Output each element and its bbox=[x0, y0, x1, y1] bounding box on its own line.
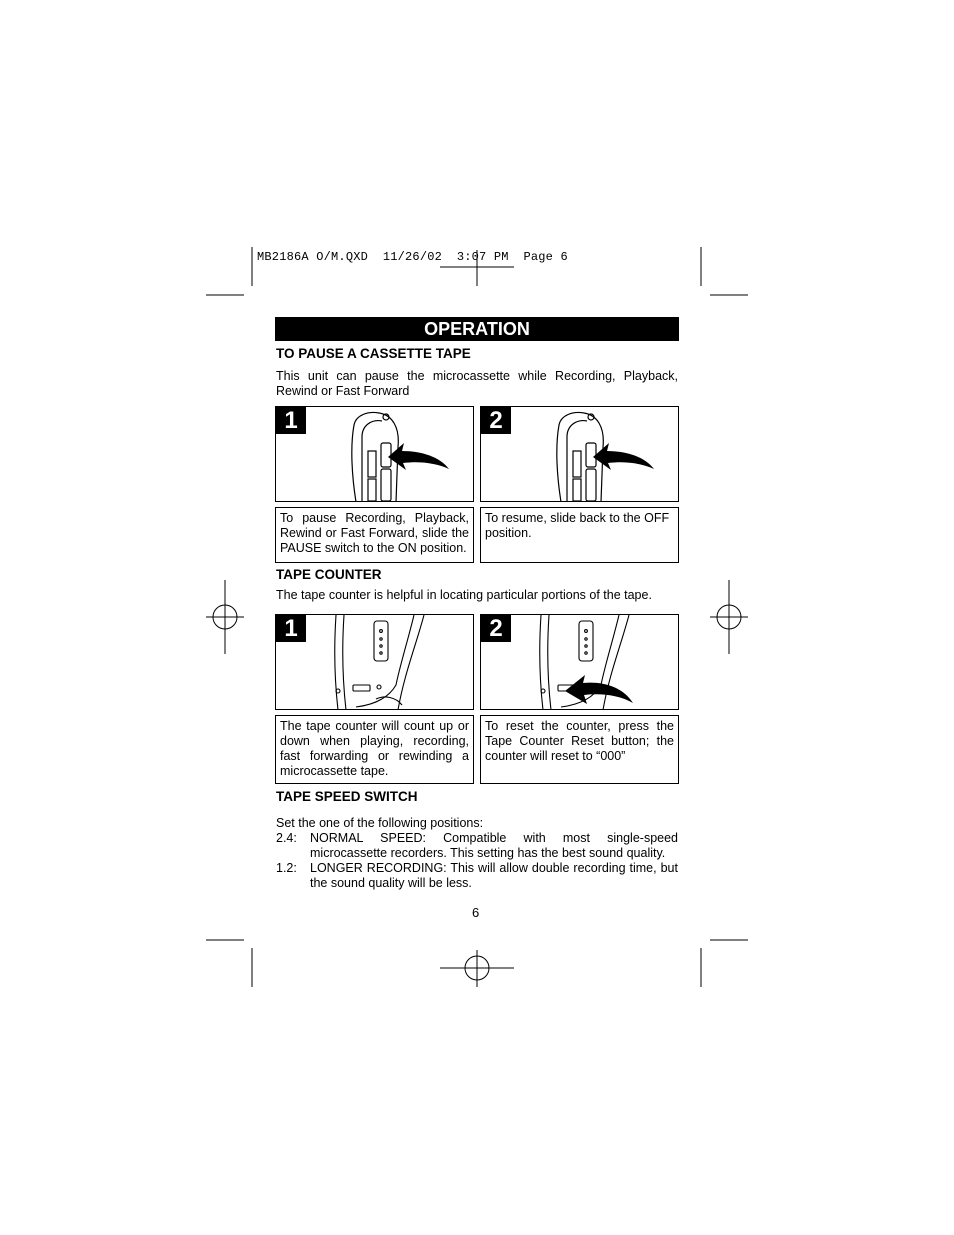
counter-caption-1 bbox=[275, 715, 474, 784]
step-number: 2 bbox=[481, 615, 511, 642]
pause-title: TO PAUSE A CASSETTE TAPE bbox=[276, 346, 471, 361]
file-slug: MB2186A O/M.QXD 11/26/02 3:07 PM Page 6 bbox=[257, 250, 568, 264]
step-number: 2 bbox=[481, 407, 511, 434]
speed-title: TAPE SPEED SWITCH bbox=[276, 789, 418, 804]
speed-item-text: NORMAL SPEED: Compatible with most single-speed microcassette recorders. This setting has the best sound quality. bbox=[310, 831, 678, 860]
caption-text: To pause Recording, Playback, Rewind or Fast Forward, slide the PAUSE switch to the ON position. bbox=[280, 511, 469, 555]
pause-figure-1 bbox=[275, 406, 474, 502]
section-header: OPERATION bbox=[275, 317, 679, 341]
pause-intro: This unit can pause the microcassette while Recording, Playback, Rewind or Fast Forward bbox=[276, 369, 678, 398]
speed-item-key: 2.4: bbox=[276, 831, 297, 845]
speed-item-normal bbox=[276, 831, 678, 861]
counter-caption-2 bbox=[480, 715, 679, 784]
pause-figure-2 bbox=[480, 406, 679, 502]
pause-caption-1 bbox=[275, 507, 474, 563]
speed-intro: Set the one of the following positions: bbox=[276, 816, 484, 830]
speed-item-longer bbox=[276, 861, 678, 891]
counter-title: TAPE COUNTER bbox=[276, 567, 382, 582]
page-number: 6 bbox=[472, 905, 480, 920]
caption-text: The tape counter will count up or down when playing, recording, fast forwarding or rewinding a microcassette tape. bbox=[280, 719, 469, 778]
counter-intro: The tape counter is helpful in locating particular portions of the tape. bbox=[276, 588, 652, 602]
step-number: 1 bbox=[276, 407, 306, 434]
step-number: 1 bbox=[276, 615, 306, 642]
caption-text: To resume, slide back to the OFF position. bbox=[485, 511, 670, 540]
speed-item-key: 1.2: bbox=[276, 861, 297, 875]
caption-text: To reset the counter, press the Tape Counter Reset button; the counter will reset to “000” bbox=[485, 719, 674, 763]
counter-figure-1 bbox=[275, 614, 474, 710]
speed-item-text: LONGER RECORDING: This will allow double recording time, but the sound quality will be less. bbox=[310, 861, 678, 890]
pause-caption-2 bbox=[480, 507, 679, 563]
counter-figure-2 bbox=[480, 614, 679, 710]
